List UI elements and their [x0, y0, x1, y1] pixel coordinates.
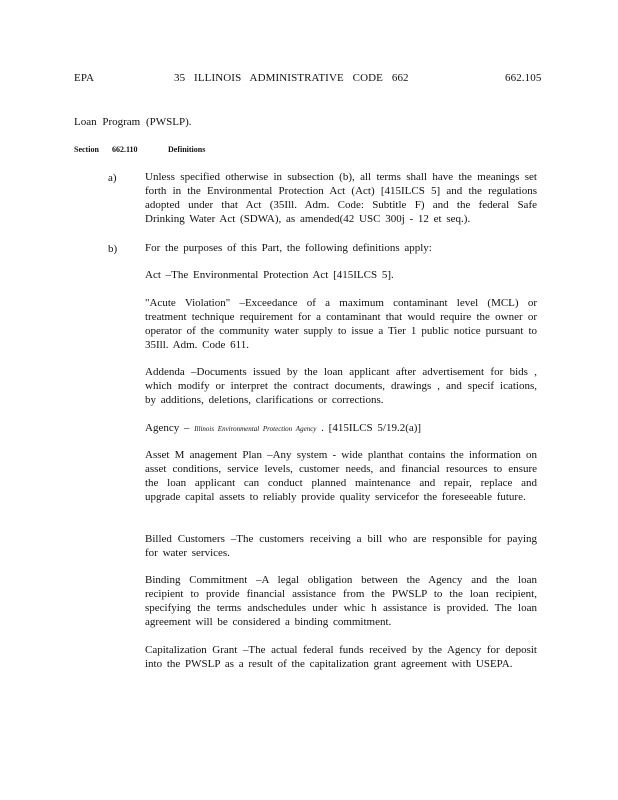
agency-citation: . [415ILCS 5/19.2(a)] — [321, 422, 422, 434]
header-agency: EPA — [74, 72, 95, 84]
subsection-a-label: a) — [108, 172, 117, 184]
definition-addenda: Addenda –Documents issued by the loan applicant after advertisement for bids , which modify or interpret the contract documents, drawings , and specif ications, by additions, deletions, clarifications or corrections. — [145, 366, 537, 406]
definition-billed-customers: Billed Customers –The customers receiving a bill who are responsible for paying for water services. — [145, 533, 537, 559]
definition-capitalization-grant: Capitalization Grant –The actual federal funds received by the Agency for deposit into the PWSLP as a result of the capitalization grant agreement with USEPA. — [145, 644, 537, 670]
subsection-a-text: Unless specified otherwise in subsection (b), all terms shall have the meanings set forth in the Environmental Protection Act (Act) [415ILCS 5] and the regulations adopted under that Act (35Ill. Adm. Code: Subtitle F) and the federal Safe Drinking Water Act (SDWA), as amended(42 USC 300j - 12 et seq.). — [145, 171, 537, 225]
header-code-title: 35 ILLINOIS ADMINISTRATIVE CODE 662 — [174, 72, 409, 84]
subsection-b-intro: For the purposes of this Part, the following definitions apply: — [145, 242, 432, 254]
agency-italic-name: Illinois Environmental Protection Agency — [194, 425, 317, 433]
section-heading — [74, 145, 205, 154]
section-word: Section — [74, 145, 99, 154]
continuation-text: Loan Program (PWSLP). — [74, 116, 192, 128]
agency-prefix: Agency – — [145, 422, 190, 434]
definition-acute-violation: "Acute Violation" –Exceedance of a maximum contaminant level (MCL) or treatment technique requirement for a contaminant that would require the owner or operator of the community water supply to issue a Tier 1 public notice pursuant to 35Ill. Adm. Code 611. — [145, 297, 537, 351]
definition-agency — [145, 421, 537, 436]
definition-act: Act –The Environmental Protection Act [415ILCS 5]. — [145, 269, 394, 281]
subsection-b-label: b) — [108, 243, 118, 255]
header-section-number: 662.105 — [505, 72, 542, 84]
definition-asset-management-plan: Asset M anagement Plan –Any system - wide planthat contains the information on asset conditions, service levels, customer needs, and financial resources to ensure the loan applicant can conduct planned maintenance and repair, replace and upgrade capital assets to reliably provide quality servicefor the foreseeable future. — [145, 449, 537, 503]
definition-binding-commitment: Binding Commitment –A legal obligation between the Agency and the loan recipient to provide financial assistance from the PWSLP to the loan recipient, specifying the terms andschedules under whic h assistance is provided. The loan agreement will be considered a binding commitment. — [145, 574, 537, 628]
section-title: Definitions — [168, 145, 206, 154]
section-number: 662.110 — [112, 145, 138, 154]
